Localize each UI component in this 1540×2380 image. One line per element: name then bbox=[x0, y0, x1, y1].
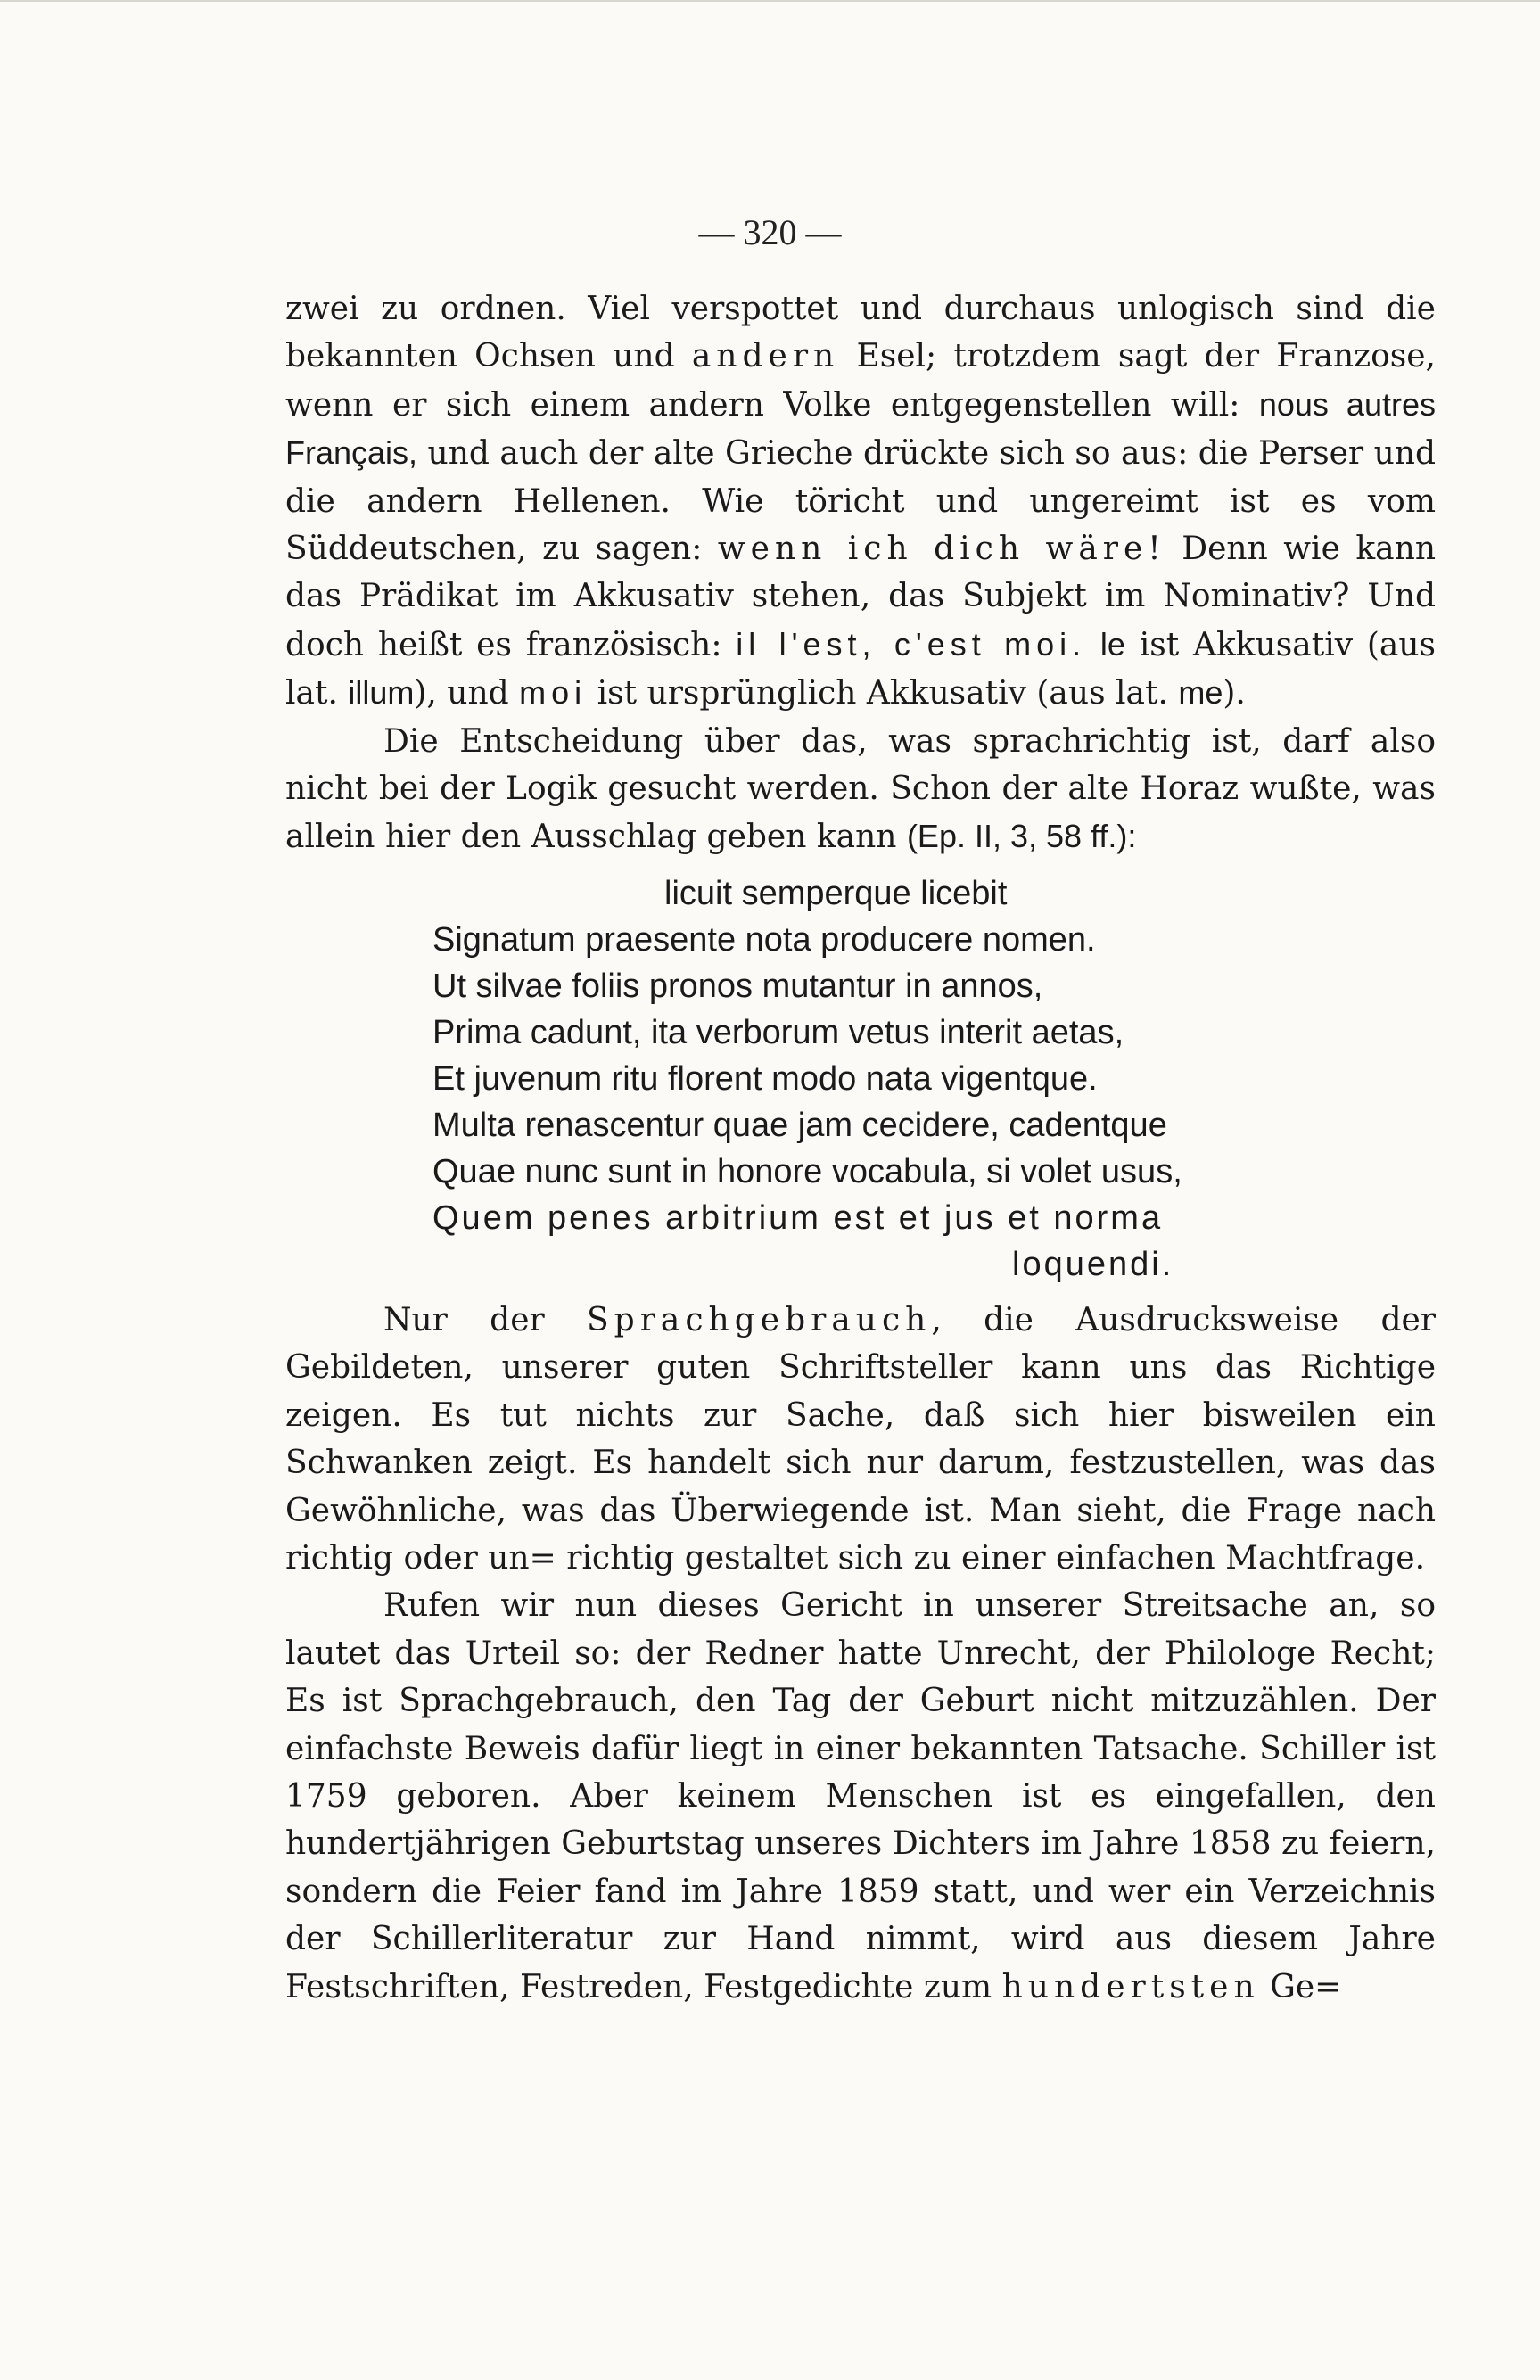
verse-line: Multa renascentur quae jam cecidere, cadentque bbox=[432, 1106, 1167, 1144]
text-segment bbox=[1086, 627, 1100, 663]
text-segment: hundertsten bbox=[1001, 1968, 1260, 2005]
text-segment: Esel; trotzdem sagt der Franzose, wenn er sich einem andern Volke entgegenstellen will: bbox=[285, 338, 1436, 424]
text-segment: me bbox=[1178, 674, 1223, 712]
verse-line: Prima cadunt, ita verborum vetus interit aetas, bbox=[432, 1013, 1124, 1051]
paragraph-p3 bbox=[285, 1297, 1436, 1582]
verse-line: Quem penes arbitrium est et jus et norma bbox=[432, 1198, 1164, 1237]
text-segment: (Ep. II, 3, 58 ff.): bbox=[906, 818, 1137, 855]
paragraph-p2 bbox=[285, 718, 1436, 861]
text-block bbox=[285, 285, 1436, 2011]
verse-line: loquendi. bbox=[1012, 1245, 1174, 1283]
text-segment: , die Ausdrucksweise der Gebildeten, unserer guten Schriftsteller kann uns das Richtige zeigen. Es tut nichts zur Sache, daß sich hier bisweilen ein Schwanken zeigt. Es handelt sich nur darum, festzustellen, was das Gewöhnliche, was das Überwiegende ist. Man sieht, die Frage nach richtig oder un= richtig gestaltet sich zu einer einfachen Machtfrage. bbox=[285, 1301, 1437, 1577]
text-segment: Nur der bbox=[383, 1301, 588, 1338]
verse-line: Et juvenum ritu florent modo nata vigentque. bbox=[432, 1059, 1098, 1098]
text-segment: andern bbox=[691, 338, 840, 375]
text-segment: Sprachgebrauch bbox=[587, 1301, 932, 1338]
text-segment: zwei zu ordnen. Viel verspottet und durchaus unlogisch sind die bekannten Ochsen und bbox=[285, 291, 1436, 375]
text-segment: wenn ich dich wäre! bbox=[717, 531, 1166, 568]
verse-line: Signatum praesente nota producere nomen. bbox=[432, 920, 1096, 959]
verse-line: Quae nunc sunt in honore vocabula, si volet usus, bbox=[432, 1152, 1182, 1190]
paragraph-p4 bbox=[285, 1582, 1436, 2011]
text-segment: ). bbox=[1223, 675, 1246, 712]
page-number: — 320 — bbox=[698, 212, 842, 252]
text-segment: nous autres Français, bbox=[285, 385, 1436, 472]
text-segment: Ge= bbox=[1259, 1968, 1342, 2005]
paragraphs-after-verse bbox=[285, 1297, 1436, 2011]
text-segment: Denn wie kann das Prädikat im Akkusativ stehen, das Subjekt im Nominativ? Und doch heißt es französisch: bbox=[285, 531, 1436, 663]
paragraph-p1 bbox=[285, 285, 1436, 718]
text-segment: le bbox=[1099, 625, 1125, 663]
text-segment: il l'est, c'est moi. bbox=[736, 625, 1087, 663]
verse-line: Ut silvae foliis pronos mutantur in annos, bbox=[432, 967, 1043, 1005]
text-segment: illum bbox=[348, 674, 415, 712]
text-segment: ), und bbox=[414, 675, 520, 712]
verse-line: licuit semperque licebit bbox=[664, 874, 1008, 912]
paragraphs-before-verse bbox=[285, 285, 1436, 861]
horace-quotation bbox=[432, 870, 1436, 1288]
text-segment: moi bbox=[519, 674, 588, 712]
text-segment: ist ursprünglich Akkusativ (aus lat. bbox=[587, 675, 1179, 712]
text-segment: und auch der alte Grieche drückte sich so aus: die Perser und die andern Hellenen. Wie töricht und ungereimt ist es vom Süddeutschen, zu sagen: bbox=[285, 435, 1436, 568]
text-segment: Die Entscheidung über das, was sprachrichtig ist, darf also nicht bei der Logik gesucht werden. Schon der alte Horaz wußte, was allein hier den Ausschlag geben kann bbox=[285, 722, 1436, 856]
text-segment: Rufen wir nun dieses Gericht in unserer Streitsache an, so lautet das Urteil so: der Redner hatte Unrecht, der Philologe Recht; Es ist Sprachgebrauch, den Tag der Geburt nicht mitzuzählen. Der einfachste Beweis dafür liegt in einer bekannten Tatsache. Schiller ist 1759 geboren. Aber keinem Menschen ist es eingefallen, den hundertjährigen Geburtstag unseres Dichters im Jahre 1858 zu feiern, sondern die Feier fand im Jahre 1859 statt, und wer ein Verzeichnis der Schillerliteratur zur Hand nimmt, wird aus diesem Jahre Festschriften, Festreden, Festgedichte zum bbox=[285, 1587, 1436, 2005]
text-segment: ist Akkusativ (aus lat. bbox=[285, 626, 1437, 712]
